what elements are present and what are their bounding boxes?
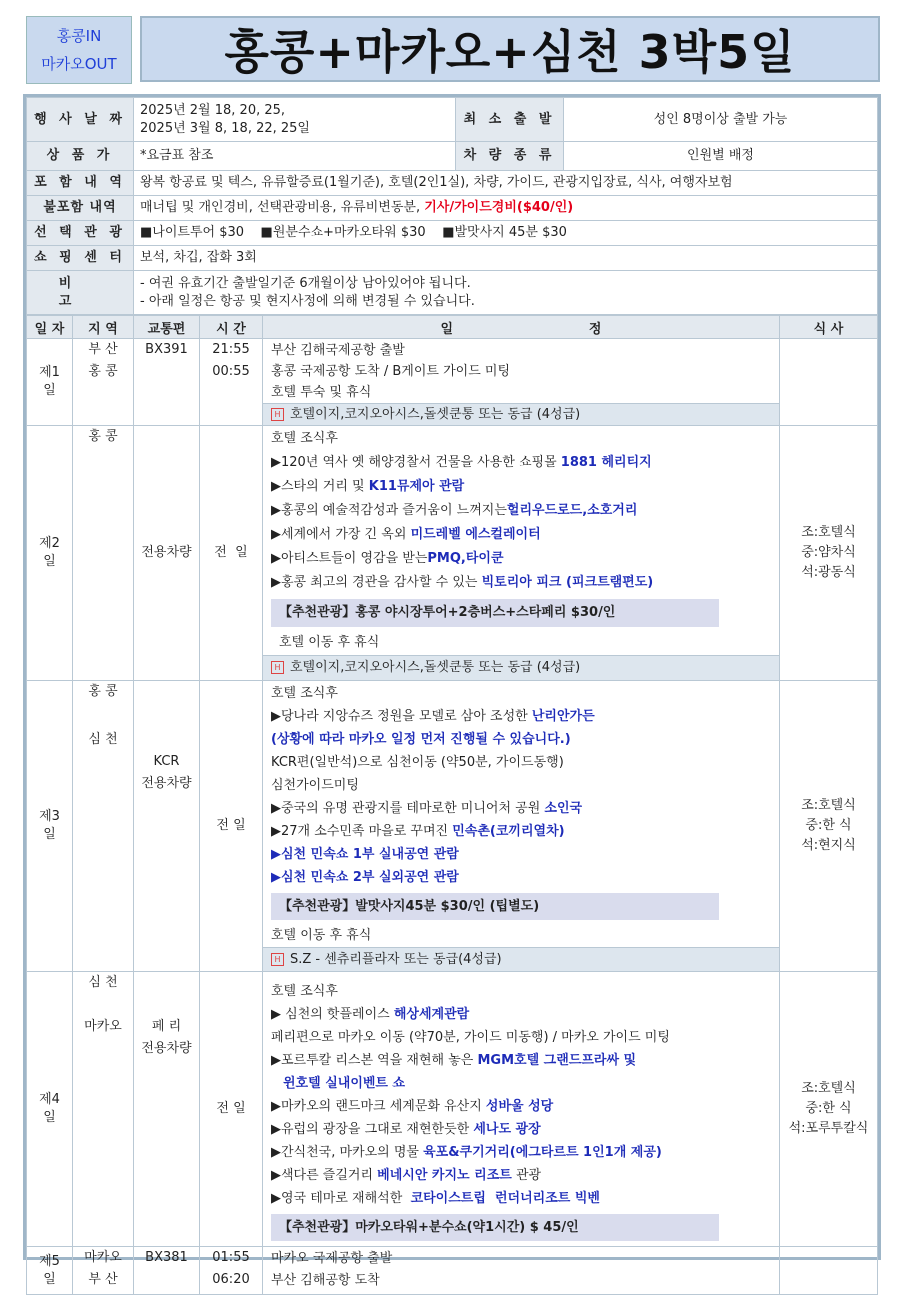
option-label: 선 택 관 광 [27,221,134,246]
vehicle-label: 차 량 종 류 [456,142,564,171]
day-transport: BX391 [134,339,200,426]
in-out-badge [26,16,132,84]
col-day: 일 자 [27,316,73,339]
day-region: 심 천 마카오 [73,972,134,1247]
day-region: 홍 콩 심 천 [73,681,134,972]
schedule-header-row [27,316,878,339]
day-schedule: 부산 김해국제공항 출발 홍콩 국제공항 도착 / B게이트 가이드 미팅 호텔 투숙 및 휴식 H 호텔이지,코지오아시스,돌셋쿤통 또는 동급 (4성급) [263,339,780,426]
itinerary-sheet [23,94,881,1288]
badge-in: 홍콩IN [56,27,102,45]
shop-value: 보석, 차깁, 잡화 3회 [134,246,878,271]
shop-label: 쇼 핑 센 터 [27,246,134,271]
recommended-tour: 【추천관광】홍콩 야시장투어+2층버스+스타페리 $30/인 [271,599,719,627]
day-meals: 조:호텔식 중:한 식 석:포루투칼식 [780,972,878,1247]
col-schedule: 일 정 [263,316,780,339]
day-transport: BX381 [134,1247,200,1295]
day-row [27,426,878,681]
price-label: 상 품 가 [27,142,134,171]
hotel-info: H S.Z - 센츄리플라자 또는 동급(4성급) [263,947,779,971]
min-depart-value: 성인 8명이상 출발 가능 [564,98,878,142]
page-title: 홍콩+마카오+심천 3박5일 [140,16,880,82]
price-value: *요금표 참조 [134,142,456,171]
day-time: 전 일 [200,972,263,1247]
day-transport: 페 리 전용차량 [134,972,200,1247]
day-label: 제1일 [27,339,73,426]
schedule-table [26,315,878,1295]
hotel-info: H 호텔이지,코지오아시스,돌셋쿤통 또는 동급 (4성급) [263,403,779,425]
day-meals: 조:호텔식 중:얌차식 석:광동식 [780,426,878,681]
day-schedule: 호텔 조식후 ▶당나라 지앙슈즈 정원을 모델로 삼아 조성한 난리안가든 (상황에 따라 마카오 일정 먼저 진행될 수 있습니다.) KCR편(일반석)으로 심천이동 (약50분, 가이드동행) 심천가이드미팅 ▶중국의 유명 관광지를 테마로한 미니어처 공원 소인국 ▶27개 소수민족 마을로 꾸며진 민속촌(코끼리열차) ▶심천 민속쇼 1부 실내공연 관람 ▶심천 민속쇼 2부 실외공연 관람 【추천관광】발맛사지45분 $30/인 (팁별도) 호텔 이동 후 휴식 H S.Z - 센츄리플라자 또는 동급(4성급) [263,681,780,972]
hotel-icon: H [271,408,284,421]
day-time: 21:55 00:55 [200,339,263,426]
vehicle-value: 인원별 배정 [564,142,878,171]
day-time: 전 일 [200,426,263,681]
date-value: 2025년 2월 18, 20, 25, 2025년 3월 8, 18, 22, 25일 [134,98,456,142]
day-time: 01:55 06:20 [200,1247,263,1295]
day-region: 홍 콩 [73,426,134,681]
day-row [27,681,878,972]
day-meals [780,339,878,426]
day-time: 전 일 [200,681,263,972]
exclude-value: 매너팁 및 개인경비, 선택관광비용, 유류비변동분, 기사/가이드경비($40/인) [134,196,878,221]
day-row [27,972,878,1247]
day-meals [780,1247,878,1295]
hotel-icon: H [271,953,284,966]
day-transport: KCR 전용차량 [134,681,200,972]
option-value: ■나이트투어 $30 ■원분수쇼+마카오타워 $30 ■발맛사지 45분 $30 [134,221,878,246]
guide-fee: 기사/가이드경비($40/인) [424,200,574,215]
recommended-tour: 【추천관광】마카오타워+분수쇼(약1시간) $ 45/인 [271,1214,719,1241]
day-meals: 조:호텔식 중:한 식 석:현지식 [780,681,878,972]
date-label: 행 사 날 짜 [27,98,134,142]
badge-out: 마카오OUT [41,55,117,73]
day-label: 제2일 [27,426,73,681]
info-table [26,97,878,315]
day-row [27,1247,878,1295]
day-region: 마카오 부 산 [73,1247,134,1295]
recommended-tour: 【추천관광】발맛사지45분 $30/인 (팁별도) [271,893,719,920]
day-transport: 전용차량 [134,426,200,681]
hotel-icon: H [271,661,284,674]
include-value: 왕복 항공료 및 텍스, 유류할증료(1월기준), 호텔(2인1실), 차량, 가이드, 관광지입장료, 식사, 여행자보험 [134,171,878,196]
note-label: 비 고 [27,271,134,315]
include-label: 포 함 내 역 [27,171,134,196]
col-meals: 식 사 [780,316,878,339]
day-schedule: 마카오 국제공항 출발 부산 김해공항 도착 [263,1247,780,1295]
day-row [27,339,878,426]
note-value: - 여권 유효기간 출발일기준 6개월이상 남아있어야 됩니다. - 아래 일정은 항공 및 현지사정에 의해 변경될 수 있습니다. [134,271,878,315]
day-label: 제4일 [27,972,73,1247]
col-time: 시 간 [200,316,263,339]
day-schedule: 호텔 조식후 ▶120년 역사 옛 해양경찰서 건물을 사용한 쇼핑몰 1881 헤리티지 ▶스타의 거리 및 K11뮤제아 관람 ▶홍콩의 예술적감성과 즐거움이 느껴지는헐리우드로드,소호거리 ▶세계에서 가장 긴 옥외 미드레벨 에스컬레이터 ▶아티스트들이 영감을 받는PMQ,타이쿤 ▶홍콩 최고의 경관을 감사할 수 있는 빅토리아 피크 (피크트램편도) 【추천관광】홍콩 야시장투어+2층버스+스타페리 $30/인 호텔 이동 후 휴식 H 호텔이지,코지오아시스,돌셋쿤통 또는 동급 (4성급) [263,426,780,681]
day-region: 부 산 홍 콩 [73,339,134,426]
day-label: 제3일 [27,681,73,972]
col-region: 지 역 [73,316,134,339]
exclude-label: 불포함 내역 [27,196,134,221]
day-schedule: 호텔 조식후 ▶ 심천의 핫플레이스 해상세계관람 페리편으로 마카오 이동 (약70분, 가이드 미동행) / 마카오 가이드 미팅 ▶포르투칼 리스본 역을 재현해 놓은 MGM호텔 그랜드프라싸 및 윈호텔 실내이벤트 쇼 ▶마카오의 랜드마크 세계문화 유산지 성바울 성당 ▶유럽의 광장을 그대로 재현한듯한 세나도 광장 ▶간식천국, 마카오의 명물 육포&쿠기거리(에그타르트 1인1개 제공) ▶색다른 즐길거리 베네시안 카지노 리조트 관광 ▶영국 테마로 재해석한 코타이스트립 런더너리조트 빅벤 【추천관광】마카오타워+분수쇼(약1시간) $ 45/인 [263,972,780,1247]
col-transport: 교통편 [134,316,200,339]
min-depart-label: 최 소 출 발 [456,98,564,142]
day-label: 제5일 [27,1247,73,1295]
hotel-info: H 호텔이지,코지오아시스,돌셋쿤통 또는 동급 (4성급) [263,655,779,680]
